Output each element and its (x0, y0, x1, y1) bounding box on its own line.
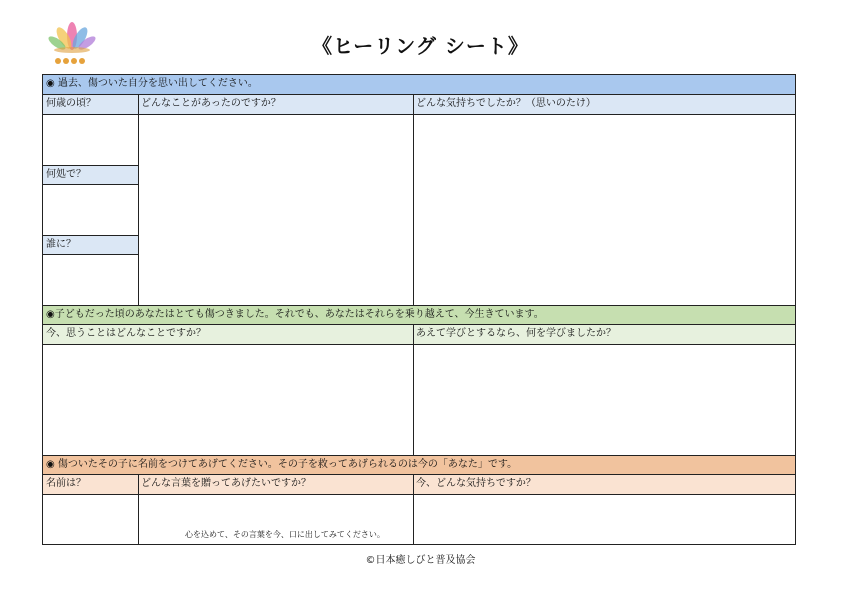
section1-where-label: 何処で？ (43, 165, 138, 185)
section2-thoughts-label: 今、思うことはどんなことですか？ (43, 325, 413, 345)
divider (413, 475, 414, 544)
section3-feeling-label: 今、どんな気持ちですか？ (413, 475, 795, 495)
section1-feeling-label: どんな気持ちでしたか？（思いのたけ） (413, 95, 795, 115)
divider (138, 95, 139, 305)
section3-feeling-answer[interactable] (413, 495, 795, 544)
section3-name-answer[interactable] (43, 495, 138, 544)
divider (413, 95, 414, 305)
section2-lesson-label: あえて学びとするなら、何を学びましたか？ (413, 325, 795, 345)
section3-words-label: どんな言葉を贈ってあげたいですか？ (138, 475, 413, 495)
divider (413, 325, 414, 455)
section3-note: 心を込めて、その言葉を今、口に出してみてください。 (185, 530, 385, 539)
section1-event-label: どんなことがあったのですか？ (138, 95, 413, 115)
page-title: 《ヒーリング シート》 (312, 34, 529, 58)
section3-name-label: 名前は？ (43, 475, 138, 495)
section1-age-answer[interactable] (43, 115, 138, 165)
section1-feeling-answer[interactable] (413, 115, 795, 305)
section3-header: ◉ 傷ついたその子に名前をつけてあげてください。その子を救ってあげられるのは今の「あなた」です。 (43, 456, 795, 475)
healing-sheet-table (42, 74, 796, 545)
section2-header: ◉子どもだった頃のあなたはとても傷つきました。それでも、あなたはそれらを乗り越えて、今生きています。 (43, 306, 795, 325)
section2-thoughts-answer[interactable] (43, 345, 413, 455)
section1-event-answer[interactable] (138, 115, 413, 305)
section1-where-answer[interactable] (43, 185, 138, 235)
section2-lesson-answer[interactable] (413, 345, 795, 455)
section1-age-label: 何歳の頃？ (43, 95, 138, 115)
section1-who-label: 誰に？ (43, 235, 138, 255)
section1-header: ◉ 過去、傷ついた自分を思い出してください。 (43, 75, 795, 95)
divider (138, 475, 139, 544)
copyright-footer: ©日本癒しびと普及協会 (365, 555, 476, 566)
section1-who-answer[interactable] (43, 255, 138, 305)
